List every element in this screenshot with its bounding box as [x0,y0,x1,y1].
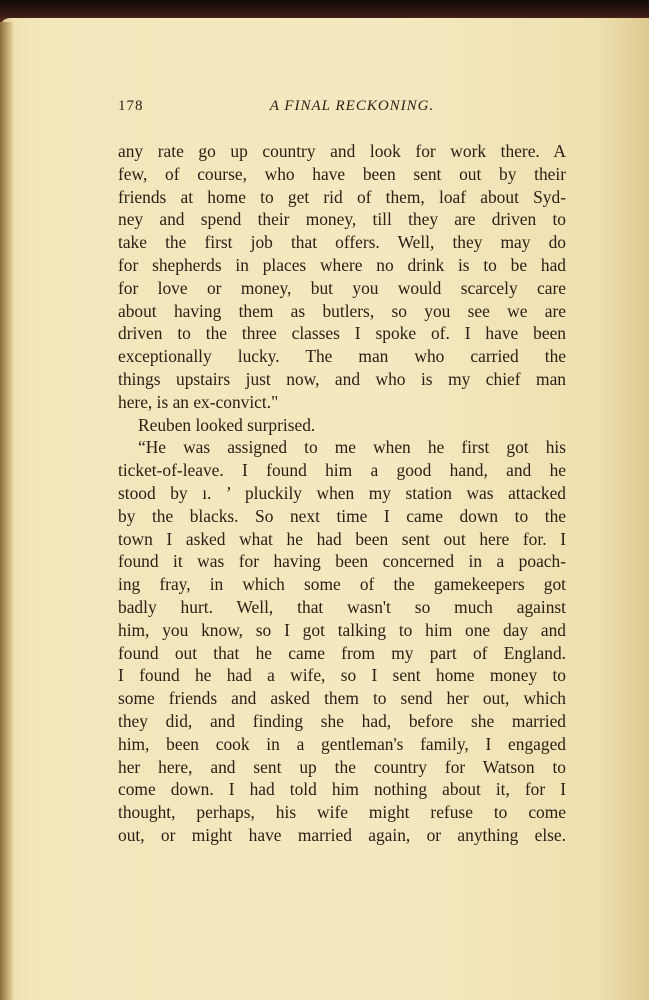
body-text [118,140,566,847]
text-line: stood by ı. ’ pluckily when my station was attacked [118,482,566,503]
text-line: found it was for having been concerned in a poach- [118,551,566,572]
text-line: town I asked what he had been sent out here for. I [118,528,566,549]
text-line: friends at home to get rid of them, loaf about Syd- [118,186,566,207]
text-line: driven to the three classes I spoke of. I have been [118,323,566,344]
page-gutter [0,22,14,1000]
text-line: thought, perhaps, his wife might refuse to come [118,802,566,823]
text-line: any rate go up country and look for work there. A [118,141,566,161]
running-title: A FINAL RECKONING. [269,98,435,114]
text-line: few, of course, who have been sent out by their [118,163,566,184]
text-line: things upstairs just now, and who is my chief man [118,368,566,389]
text-line: “He was assigned to me when he first got his [138,437,566,458]
text-line: ticket-of-leave. I found him a good hand, and he [118,460,566,481]
text-line: him, been cook in a gentleman's family, I engaged [118,733,566,754]
text-line: here, is an ex-convict." [118,391,279,412]
text-line: for shepherds in places where no drink is to be had [118,254,566,275]
text-line: some friends and asked them to send her out, which [118,688,566,709]
page-header [118,98,566,122]
text-line: about having them as butlers, so you see we are [118,300,566,321]
text-line: take the first job that offers. Well, they may do [118,232,566,253]
text-line: found out that he came from my part of England. [118,642,566,663]
text-line: her here, and sent up the country for Watson to [118,756,566,777]
text-line: Reuben looked surprised. [138,414,316,435]
text-line: badly hurt. Well, that wasn't so much against [118,596,566,617]
text-line: by the blacks. So next time I came down to the [118,505,566,526]
text-line: I found he had a wife, so I sent home money to [118,665,566,686]
text-line: they did, and finding she had, before she married [118,710,566,731]
text-line: him, you know, so I got talking to him one day and [118,619,566,640]
page-content [118,98,566,847]
page-number: 178 [118,98,144,114]
text-line: ney and spend their money, till they are driven to [118,209,566,230]
text-line: out, or might have married again, or anything else. [118,824,566,845]
text-line: ing fray, in which some of the gamekeepers got [118,574,566,595]
text-line: exceptionally lucky. The man who carried the [118,346,566,367]
text-line: come down. I had told him nothing about it, for I [118,779,566,800]
text-line: for love or money, but you would scarcely care [118,277,566,298]
